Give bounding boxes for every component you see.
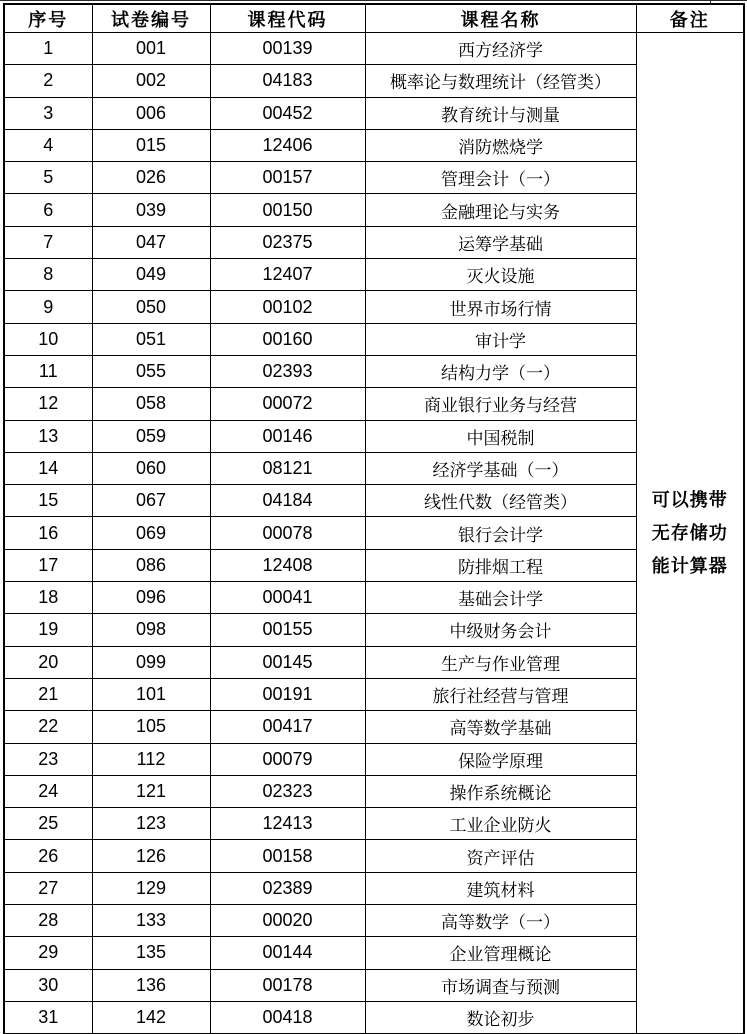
table-row [4, 872, 744, 904]
table-row [4, 420, 744, 452]
course-code-cell: 04184 [210, 485, 365, 517]
paper-no-cell: 069 [92, 517, 210, 549]
seq-cell: 24 [4, 775, 92, 807]
course-code-cell: 00078 [210, 517, 365, 549]
table-row [4, 808, 744, 840]
course-code-cell: 00144 [210, 937, 365, 969]
course-code-cell: 12407 [210, 259, 365, 291]
course-name-cell: 中国税制 [365, 420, 636, 452]
table-row [4, 517, 744, 549]
remark-line: 可以携带 [651, 489, 728, 510]
course-name-cell: 数论初步 [365, 1001, 636, 1034]
paper-no-cell: 099 [92, 646, 210, 678]
course-code-cell: 00079 [210, 743, 365, 775]
seq-cell: 30 [4, 969, 92, 1001]
course-name-cell: 资产评估 [365, 840, 636, 872]
table-row [4, 905, 744, 937]
table-row [4, 969, 744, 1001]
course-code-cell: 12406 [210, 129, 365, 161]
seq-cell: 25 [4, 808, 92, 840]
course-name-cell: 银行会计学 [365, 517, 636, 549]
seq-cell: 29 [4, 937, 92, 969]
course-code-cell: 00191 [210, 678, 365, 710]
table-row [4, 33, 744, 65]
table-row [4, 711, 744, 743]
table-row [4, 840, 744, 872]
seq-cell: 19 [4, 614, 92, 646]
course-code-cell: 12413 [210, 808, 365, 840]
course-name-cell: 经济学基础（一） [365, 452, 636, 484]
course-name-cell: 防排烟工程 [365, 549, 636, 581]
table-row [4, 775, 744, 807]
paper-no-cell: 006 [92, 97, 210, 129]
seq-cell: 28 [4, 905, 92, 937]
table-row [4, 97, 744, 129]
header-row [4, 4, 744, 33]
remark-line: 能计算器 [651, 555, 728, 576]
paper-no-cell: 142 [92, 1001, 210, 1034]
paper-no-cell: 049 [92, 259, 210, 291]
course-name-cell: 线性代数（经管类） [365, 485, 636, 517]
course-name-cell: 消防燃烧学 [365, 129, 636, 161]
seq-cell: 18 [4, 582, 92, 614]
course-name-cell: 结构力学（一） [365, 355, 636, 387]
course-code-cell: 00102 [210, 291, 365, 323]
page-top-rule [0, 0, 747, 1]
paper-no-cell: 047 [92, 226, 210, 258]
header-remark: 备注 [636, 4, 744, 33]
course-name-cell: 教育统计与测量 [365, 97, 636, 129]
course-code-cell: 00418 [210, 1001, 365, 1034]
seq-cell: 7 [4, 226, 92, 258]
table-row [4, 259, 744, 291]
table-row [4, 291, 744, 323]
paper-no-cell: 001 [92, 33, 210, 65]
paper-no-cell: 015 [92, 129, 210, 161]
seq-cell: 14 [4, 452, 92, 484]
course-code-cell: 02393 [210, 355, 365, 387]
course-code-cell: 00020 [210, 905, 365, 937]
table-row [4, 194, 744, 226]
paper-no-cell: 136 [92, 969, 210, 1001]
course-code-cell: 04183 [210, 65, 365, 97]
course-name-cell: 世界市场行情 [365, 291, 636, 323]
course-code-cell: 00139 [210, 33, 365, 65]
course-table [3, 3, 745, 1034]
course-code-cell: 02389 [210, 872, 365, 904]
table-row [4, 743, 744, 775]
course-code-cell: 00145 [210, 646, 365, 678]
paper-no-cell: 002 [92, 65, 210, 97]
header-course-name: 课程名称 [365, 4, 636, 33]
header-course-code: 课程代码 [210, 4, 365, 33]
course-code-cell: 00452 [210, 97, 365, 129]
course-name-cell: 建筑材料 [365, 872, 636, 904]
course-name-cell: 高等数学（一） [365, 905, 636, 937]
course-code-cell: 00146 [210, 420, 365, 452]
course-name-cell: 西方经济学 [365, 33, 636, 65]
table-row [4, 582, 744, 614]
seq-cell: 21 [4, 678, 92, 710]
seq-cell: 9 [4, 291, 92, 323]
course-code-cell: 00178 [210, 969, 365, 1001]
course-code-cell: 02375 [210, 226, 365, 258]
course-name-cell: 商业银行业务与经营 [365, 388, 636, 420]
course-name-cell: 基础会计学 [365, 582, 636, 614]
course-name-cell: 金融理论与实务 [365, 194, 636, 226]
table-row [4, 65, 744, 97]
course-code-cell: 00041 [210, 582, 365, 614]
course-code-cell: 08121 [210, 452, 365, 484]
table-row [4, 549, 744, 581]
course-code-cell: 12408 [210, 549, 365, 581]
course-code-cell: 00158 [210, 840, 365, 872]
course-name-cell: 保险学原理 [365, 743, 636, 775]
seq-cell: 10 [4, 323, 92, 355]
paper-no-cell: 059 [92, 420, 210, 452]
seq-cell: 17 [4, 549, 92, 581]
course-code-cell: 00155 [210, 614, 365, 646]
paper-no-cell: 086 [92, 549, 210, 581]
course-code-cell: 00160 [210, 323, 365, 355]
table-row [4, 485, 744, 517]
table-row [4, 162, 744, 194]
paper-no-cell: 135 [92, 937, 210, 969]
seq-cell: 8 [4, 259, 92, 291]
seq-cell: 1 [4, 33, 92, 65]
course-name-cell: 概率论与数理统计（经管类） [365, 65, 636, 97]
course-name-cell: 生产与作业管理 [365, 646, 636, 678]
course-code-cell: 00072 [210, 388, 365, 420]
seq-cell: 26 [4, 840, 92, 872]
paper-no-cell: 026 [92, 162, 210, 194]
paper-no-cell: 121 [92, 775, 210, 807]
seq-cell: 23 [4, 743, 92, 775]
table-row [4, 388, 744, 420]
course-name-cell: 灭火设施 [365, 259, 636, 291]
seq-cell: 12 [4, 388, 92, 420]
course-name-cell: 中级财务会计 [365, 614, 636, 646]
table-row [4, 355, 744, 387]
paper-no-cell: 060 [92, 452, 210, 484]
paper-no-cell: 050 [92, 291, 210, 323]
course-code-cell: 00417 [210, 711, 365, 743]
table-row [4, 226, 744, 258]
paper-no-cell: 067 [92, 485, 210, 517]
table-row [4, 452, 744, 484]
course-name-cell: 旅行社经营与管理 [365, 678, 636, 710]
course-code-cell: 00157 [210, 162, 365, 194]
paper-no-cell: 105 [92, 711, 210, 743]
paper-no-cell: 123 [92, 808, 210, 840]
paper-no-cell: 129 [92, 872, 210, 904]
seq-cell: 31 [4, 1001, 92, 1034]
seq-cell: 27 [4, 872, 92, 904]
course-name-cell: 管理会计（一） [365, 162, 636, 194]
paper-no-cell: 058 [92, 388, 210, 420]
table-row [4, 678, 744, 710]
seq-cell: 20 [4, 646, 92, 678]
paper-no-cell: 101 [92, 678, 210, 710]
seq-cell: 16 [4, 517, 92, 549]
seq-cell: 11 [4, 355, 92, 387]
course-code-cell: 02323 [210, 775, 365, 807]
course-name-cell: 工业企业防火 [365, 808, 636, 840]
seq-cell: 13 [4, 420, 92, 452]
paper-no-cell: 098 [92, 614, 210, 646]
table-row [4, 129, 744, 161]
table-row [4, 937, 744, 969]
seq-cell: 15 [4, 485, 92, 517]
course-code-cell: 00150 [210, 194, 365, 226]
seq-cell: 3 [4, 97, 92, 129]
paper-no-cell: 133 [92, 905, 210, 937]
paper-no-cell: 112 [92, 743, 210, 775]
paper-no-cell: 051 [92, 323, 210, 355]
remark-line: 无存储功 [651, 522, 728, 543]
table-row [4, 1001, 744, 1034]
paper-no-cell: 096 [92, 582, 210, 614]
table-row [4, 614, 744, 646]
course-name-cell: 高等数学基础 [365, 711, 636, 743]
seq-cell: 6 [4, 194, 92, 226]
remark-cell [636, 33, 744, 1034]
paper-no-cell: 039 [92, 194, 210, 226]
course-name-cell: 市场调查与预测 [365, 969, 636, 1001]
paper-no-cell: 055 [92, 355, 210, 387]
seq-cell: 5 [4, 162, 92, 194]
header-paper-no: 试卷编号 [92, 4, 210, 33]
course-name-cell: 运筹学基础 [365, 226, 636, 258]
course-name-cell: 企业管理概论 [365, 937, 636, 969]
seq-cell: 4 [4, 129, 92, 161]
table-row [4, 323, 744, 355]
course-name-cell: 审计学 [365, 323, 636, 355]
seq-cell: 22 [4, 711, 92, 743]
paper-no-cell: 126 [92, 840, 210, 872]
header-seq: 序号 [4, 4, 92, 33]
seq-cell: 2 [4, 65, 92, 97]
table-row [4, 646, 744, 678]
course-name-cell: 操作系统概论 [365, 775, 636, 807]
